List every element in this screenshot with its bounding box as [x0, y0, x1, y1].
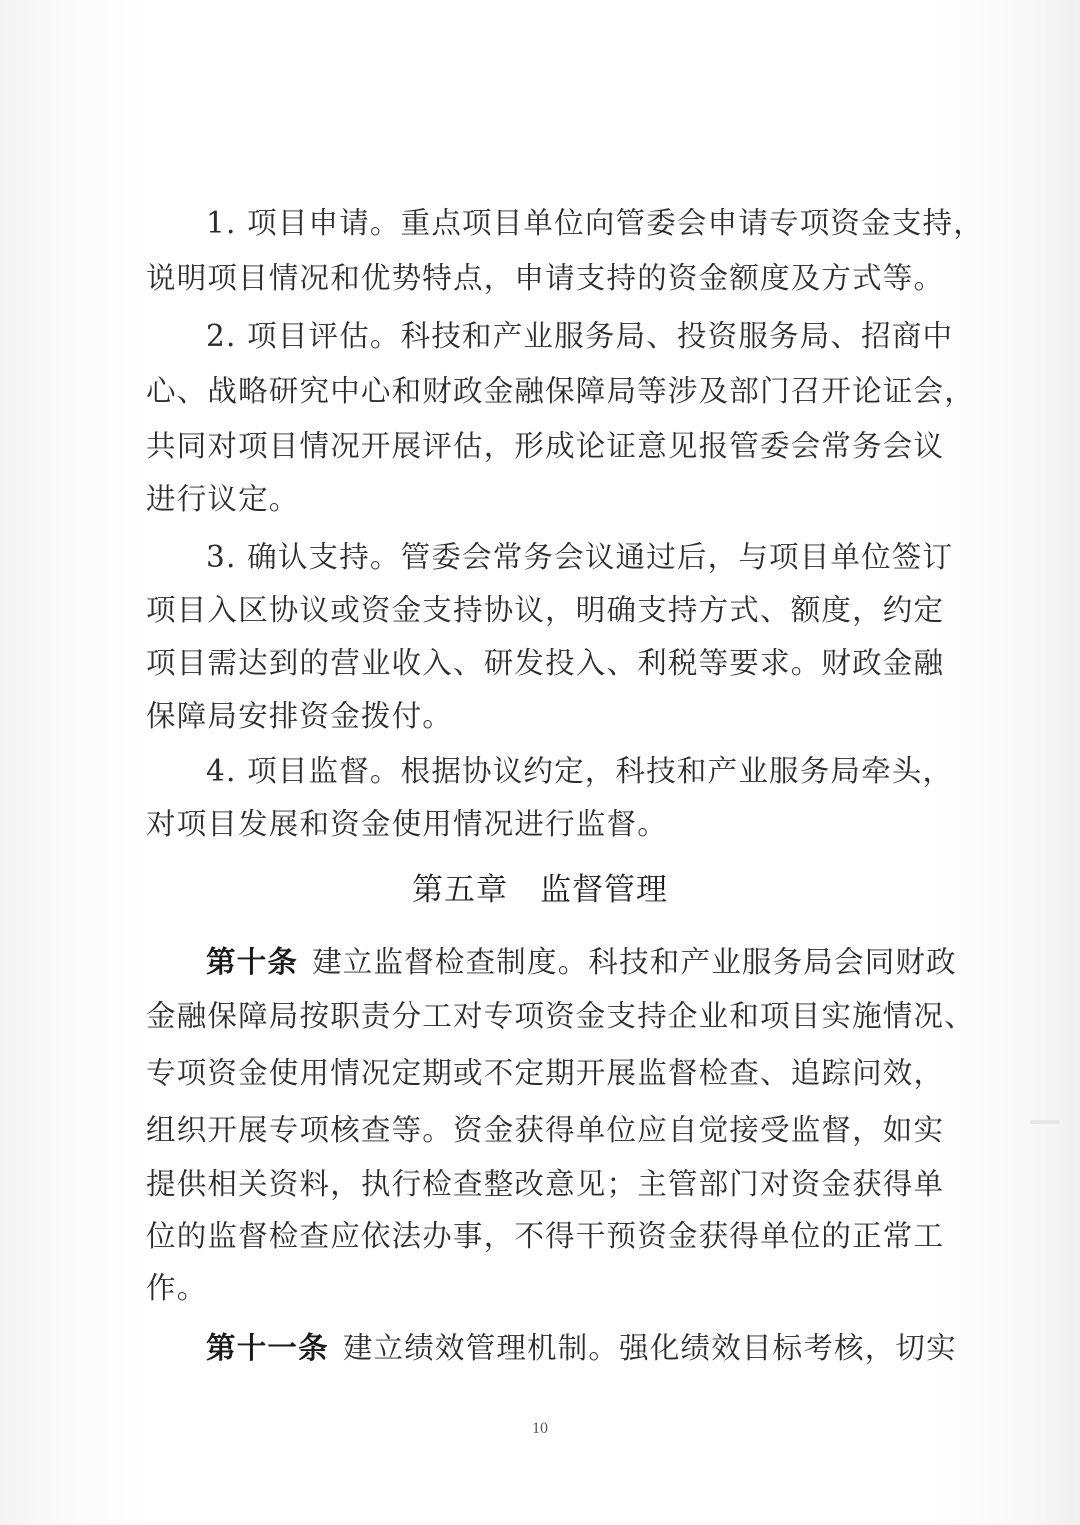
step-3-line-2: 项目入区协议或资金支持协议，明确支持方式、额度，约定: [146, 593, 945, 627]
article-10-first-line: 建立监督检查制度。科技和产业服务局会同财政: [312, 945, 957, 979]
scan-smudge: [1030, 1120, 1060, 1124]
step-2-line-3: 共同对项目情况开展评估，形成论证意见报管委会常务会议: [146, 429, 945, 463]
step-3-line-1: 3. 确认支持。管委会常务会议通过后，与项目单位签订: [206, 540, 954, 574]
article-10-line-6: 位的监督检查应依法办事，不得干预资金获得单位的正常工: [146, 1219, 945, 1253]
step-2-line-4: 进行议定。: [146, 482, 300, 516]
chapter-heading: 第五章 监督管理: [412, 872, 668, 908]
step-4-line-1: 4. 项目监督。根据协议约定，科技和产业服务局牵头，: [206, 754, 954, 788]
article-10-line-7: 作。: [146, 1271, 208, 1305]
step-1-line-1: 1. 项目申请。重点项目单位向管委会申请专项资金支持，: [206, 206, 984, 240]
article-11-label: 第十一条: [206, 1331, 329, 1365]
article-10-line-2: 金融保障局按职责分工对专项资金支持企业和项目实施情况、: [146, 999, 975, 1033]
article-10-line-3: 专项资金使用情况定期或不定期开展监督检查、追踪问效，: [146, 1056, 945, 1090]
article-11-line-1: [206, 1328, 957, 1368]
step-2-line-1: 2. 项目评估。科技和产业服务局、投资服务局、招商中: [206, 319, 954, 353]
article-10-line-5: 提供相关资料，执行检查整改意见；主管部门对资金获得单: [146, 1167, 945, 1201]
step-4-line-2: 对项目发展和资金使用情况进行监督。: [146, 807, 668, 841]
article-11-first-line: 建立绩效管理机制。强化绩效目标考核，切实: [342, 1331, 957, 1365]
page-number: 10: [532, 1420, 548, 1437]
step-1-line-2: 说明项目情况和优势特点，申请支持的资金额度及方式等。: [146, 261, 945, 295]
step-3-line-3: 项目需达到的营业收入、研发投入、利税等要求。财政金融: [146, 646, 945, 680]
step-3-line-4: 保障局安排资金拨付。: [146, 699, 454, 733]
article-10-line-4: 组织开展专项核查等。资金获得单位应自觉接受监督，如实: [146, 1113, 945, 1147]
step-2-line-2: 心、战略研究中心和财政金融保障局等涉及部门召开论证会，: [146, 374, 975, 408]
article-10-label: 第十条: [206, 945, 299, 979]
article-10-line-1: [206, 942, 957, 982]
